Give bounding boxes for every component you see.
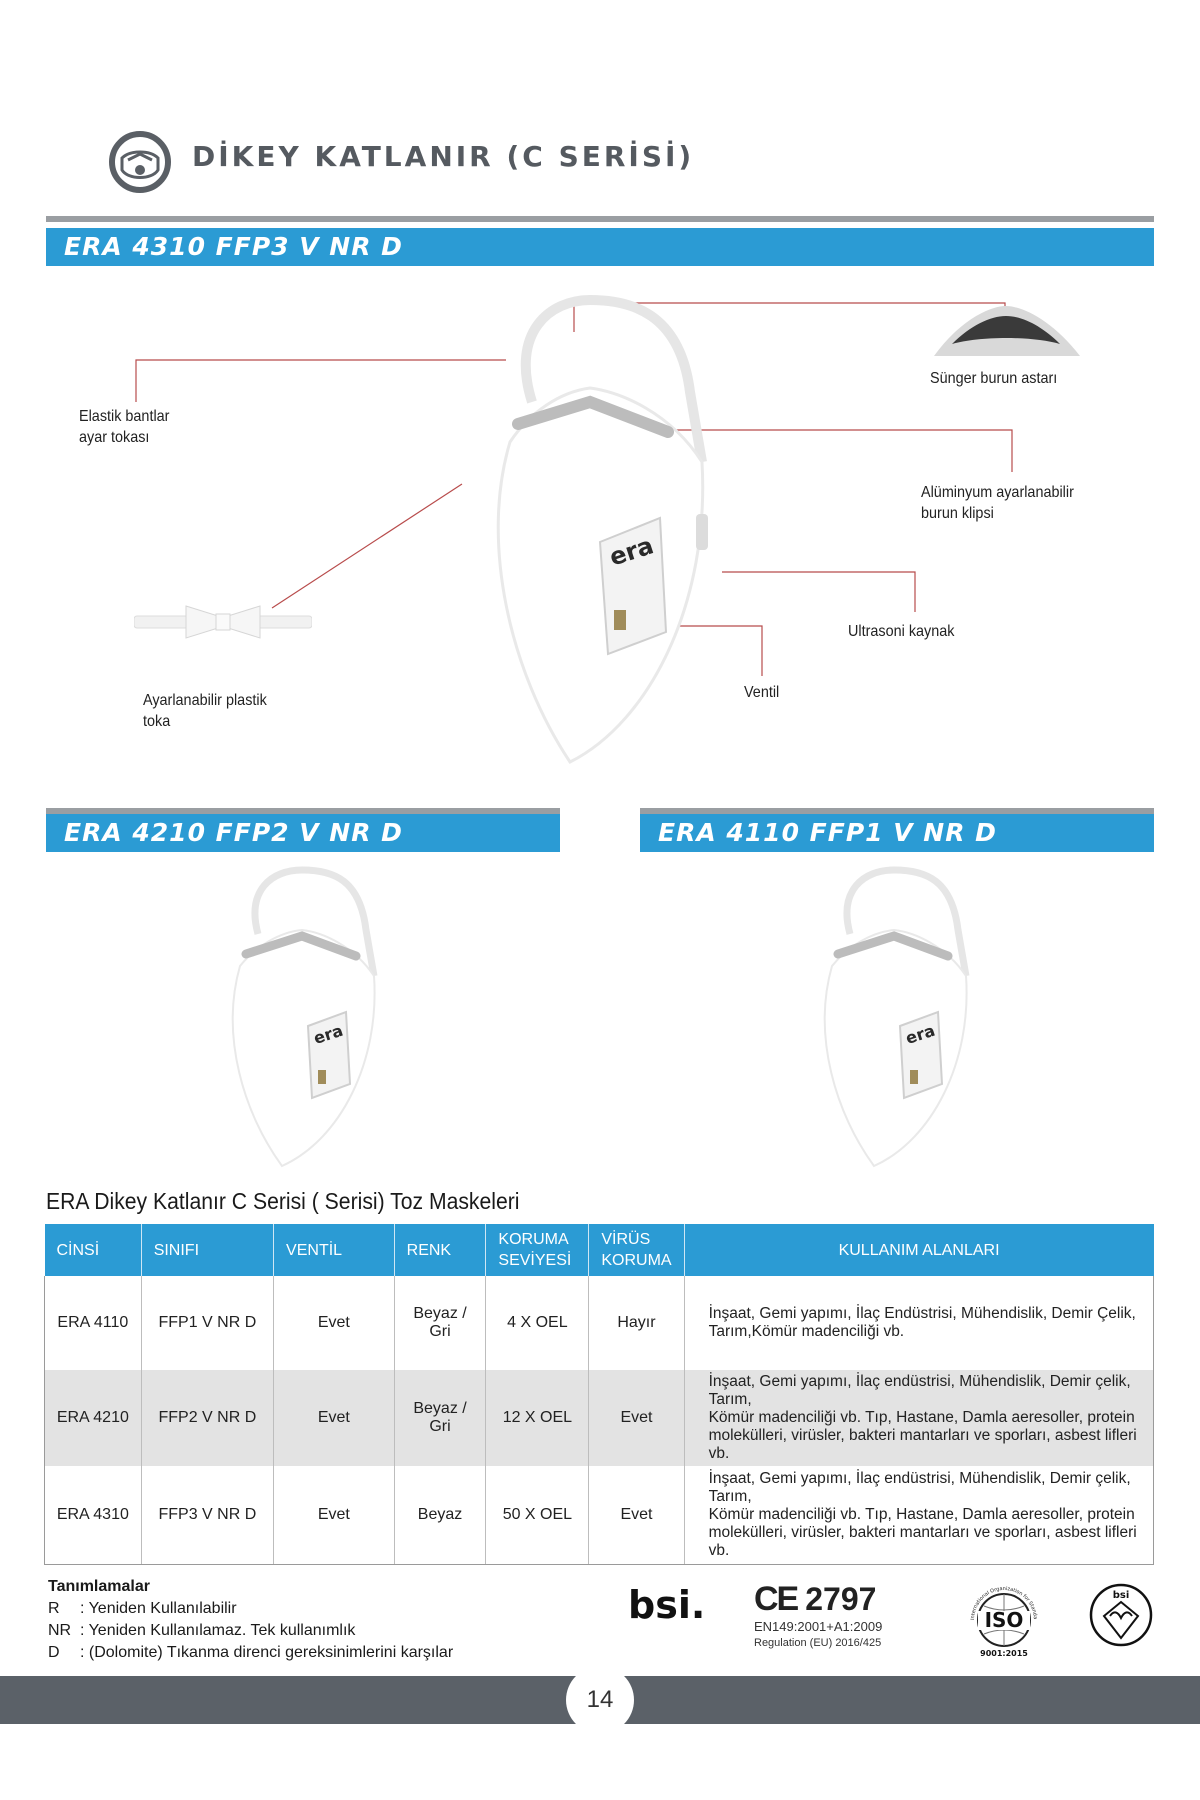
table-row — [45, 1370, 1154, 1466]
header-valve: VENTİL — [274, 1224, 395, 1276]
table-row — [45, 1466, 1154, 1564]
svg-text:bsi.: bsi. — [628, 1583, 706, 1626]
svg-text:International Organization for: International Organization for Standa — [969, 1585, 1039, 1621]
cell-usage: İnşaat, Gemi yapımı, İlaç endüstrisi, Mühendislik, Demir çelik, Tarım, Kömür madenciliği vb. Tıp, Hastane, Damla aeresoller, protein molekülleri, virüsler, bakteri mantarları ve sporları, asbest lifleri vb. — [684, 1466, 1153, 1564]
cell-class: FFP2 V NR D — [141, 1370, 273, 1466]
svg-text:ISO: ISO — [984, 1608, 1024, 1632]
ce-symbol: CE — [754, 1580, 798, 1618]
header-usage: KULLANIM ALANLARI — [684, 1224, 1153, 1276]
bsi-kitemark-logo — [1088, 1582, 1154, 1648]
cell-virus: Evet — [589, 1370, 684, 1466]
ce-regulation: Regulation (EU) 2016/425 — [754, 1637, 882, 1649]
definition-item: R : Yeniden Kullanılabilir — [48, 1600, 237, 1617]
product-title-left: ERA 4210 FFP2 V NR D — [46, 814, 560, 852]
ce-number: 2797 — [805, 1581, 877, 1617]
cell-color: Beyaz / Gri — [394, 1370, 486, 1466]
sponge-nose-lining-image — [930, 300, 1084, 360]
ce-mark — [754, 1580, 894, 1649]
definition-item: NR : Yeniden Kullanılamaz. Tek kullanımlık — [48, 1622, 356, 1639]
svg-text:9001:2015: 9001:2015 — [980, 1649, 1028, 1658]
header-color: RENK — [394, 1224, 486, 1276]
mask-image-main — [440, 292, 740, 772]
iso-logo — [964, 1580, 1044, 1660]
cell-color: Beyaz — [394, 1466, 486, 1564]
callout-plastic-buckle: Ayarlanabilir plastik toka — [143, 692, 267, 730]
header-type: CİNSİ — [45, 1224, 142, 1276]
cell-class: FFP1 V NR D — [141, 1276, 273, 1370]
cell-color: Beyaz / Gri — [394, 1276, 486, 1370]
callout-elastic-bands: Elastik bantlar ayar tokası — [79, 408, 170, 446]
cell-virus: Evet — [589, 1466, 684, 1564]
callout-ultrasonic-weld: Ultrasoni kaynak — [848, 623, 955, 640]
bsi-logo — [626, 1580, 706, 1626]
svg-text:era: era — [311, 1020, 346, 1048]
product-title-main: ERA 4310 FFP3 V NR D — [46, 228, 1154, 266]
plastic-buckle-image — [134, 598, 312, 646]
cell-type: ERA 4110 — [45, 1276, 142, 1370]
cell-type: ERA 4310 — [45, 1466, 142, 1564]
cell-protection: 4 X OEL — [486, 1276, 589, 1370]
cell-valve: Evet — [274, 1370, 395, 1466]
table-row — [45, 1276, 1154, 1370]
header-class: SINIFI — [141, 1224, 273, 1276]
callout-valve: Ventil — [744, 684, 780, 701]
cell-virus: Hayır — [589, 1276, 684, 1370]
table-title: ERA Dikey Katlanır C Serisi ( Serisi) Toz Maskeleri — [46, 1188, 520, 1214]
section-title: DİKEY KATLANIR (C SERİSİ) — [192, 140, 695, 173]
cell-protection: 50 X OEL — [486, 1466, 589, 1564]
mask-image-ffp2 — [210, 866, 400, 1176]
definitions — [48, 1576, 453, 1664]
mask-image-ffp1 — [802, 866, 992, 1176]
header-protection: KORUMA SEVİYESİ — [486, 1224, 589, 1276]
cell-valve: Evet — [274, 1276, 395, 1370]
ce-standard: EN149:2001+A1:2009 — [754, 1619, 883, 1634]
header-virus: VİRÜS KORUMA — [589, 1224, 684, 1276]
cell-valve: Evet — [274, 1466, 395, 1564]
callout-nose-clip: Alüminyum ayarlanabilir burun klipsi — [921, 484, 1074, 522]
cell-usage: İnşaat, Gemi yapımı, İlaç endüstrisi, Mühendislik, Demir çelik, Tarım, Kömür madenciliği vb. Tıp, Hastane, Damla aeresoller, protein molekülleri, virüsler, bakteri mantarları ve sporları, asbest lifleri vb. — [684, 1370, 1153, 1466]
svg-text:bsi: bsi — [1112, 1590, 1130, 1601]
callout-sponge-lining: Sünger burun astarı — [930, 370, 1058, 387]
definition-item: D : (Dolomite) Tıkanma direnci gereksinimlerini karşılar — [48, 1644, 454, 1661]
cell-class: FFP3 V NR D — [141, 1466, 273, 1564]
cell-protection: 12 X OEL — [486, 1370, 589, 1466]
product-title-right: ERA 4110 FFP1 V NR D — [640, 814, 1154, 852]
spec-table — [44, 1224, 1154, 1565]
svg-text:era: era — [903, 1020, 938, 1048]
cell-type: ERA 4210 — [45, 1370, 142, 1466]
definitions-title: Tanımlamalar — [48, 1578, 150, 1595]
table-header-row — [45, 1224, 1154, 1276]
cell-usage: İnşaat, Gemi yapımı, İlaç Endüstrisi, Mühendislik, Demir Çelik, Tarım,Kömür madenciliği vb. — [684, 1276, 1153, 1370]
page-number: 14 — [566, 1666, 634, 1734]
mask-brand-logo: era — [606, 531, 657, 572]
